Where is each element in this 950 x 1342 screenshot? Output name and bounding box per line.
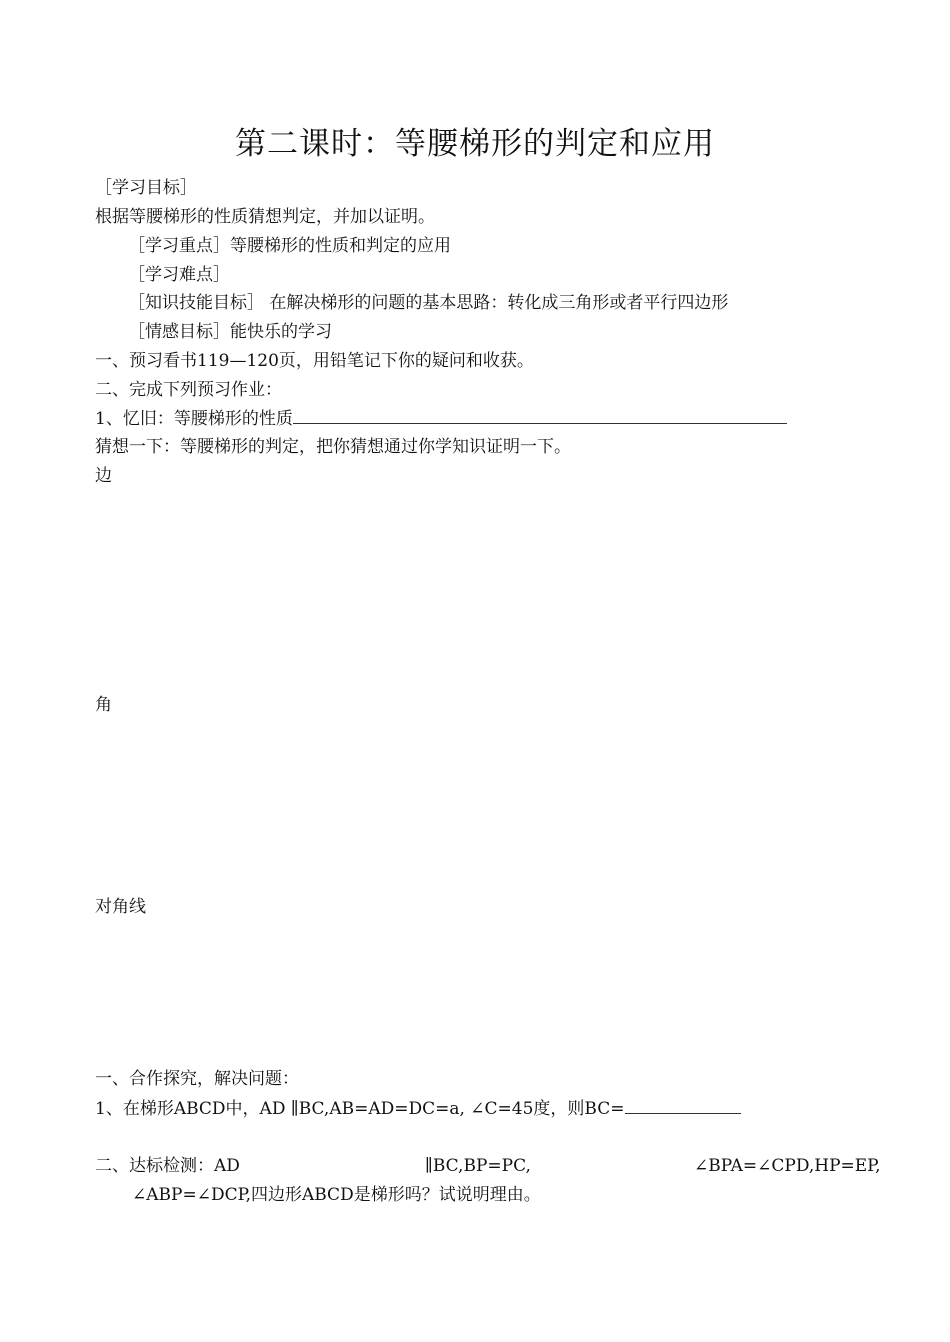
bc-answer-blank[interactable] (625, 1097, 741, 1114)
preview-step-1: 一、预习看书119—120页，用铅笔记下你的疑问和收获。 (95, 351, 534, 371)
recall-line (95, 407, 787, 430)
diagonal-label: 对角线 (95, 897, 146, 917)
recall-answer-blank[interactable] (293, 407, 787, 424)
coop-question-1 (95, 1097, 741, 1120)
objectives-text: 根据等腰梯形的性质猜想判定，并加以证明。 (95, 207, 435, 227)
coop-question-text: 1、在梯形ABCD中，AD ∥BC,AB=AD=DC=a, ∠C=45度，则BC= (95, 1099, 625, 1119)
difficulty: ［学习难点］ (128, 265, 230, 285)
coop-heading: 一、合作探究，解决问题： (95, 1069, 299, 1089)
skill-goal: ［知识技能目标］ 在解决梯形的问题的基本思路：转化成三角形或者平行四边形 (128, 293, 729, 313)
emotion-goal: ［情感目标］能快乐的学习 (128, 322, 332, 342)
recall-label: 1、忆旧：等腰梯形的性质 (95, 409, 293, 429)
objectives-heading: ［学习目标］ (95, 178, 197, 198)
preview-step-2: 二、完成下列预习作业： (95, 380, 282, 400)
key-point: ［学习重点］等腰梯形的性质和判定的应用 (128, 236, 451, 256)
test-part-2: ∥BC,BP=PC, (425, 1156, 531, 1176)
test-part-1: 二、达标检测：AD (95, 1156, 240, 1176)
test-line-2: ∠ABP=∠DCP,四边形ABCD是梯形吗？试说明理由。 (132, 1185, 541, 1205)
side-label: 边 (95, 466, 112, 486)
guess-line: 猜想一下：等腰梯形的判定，把你猜想通过你学知识证明一下。 (95, 437, 571, 457)
angle-label: 角 (95, 695, 112, 715)
test-part-3: ∠BPA=∠CPD,HP=EP, (694, 1156, 881, 1176)
page-title: 第二课时：等腰梯形的判定和应用 (235, 126, 715, 162)
